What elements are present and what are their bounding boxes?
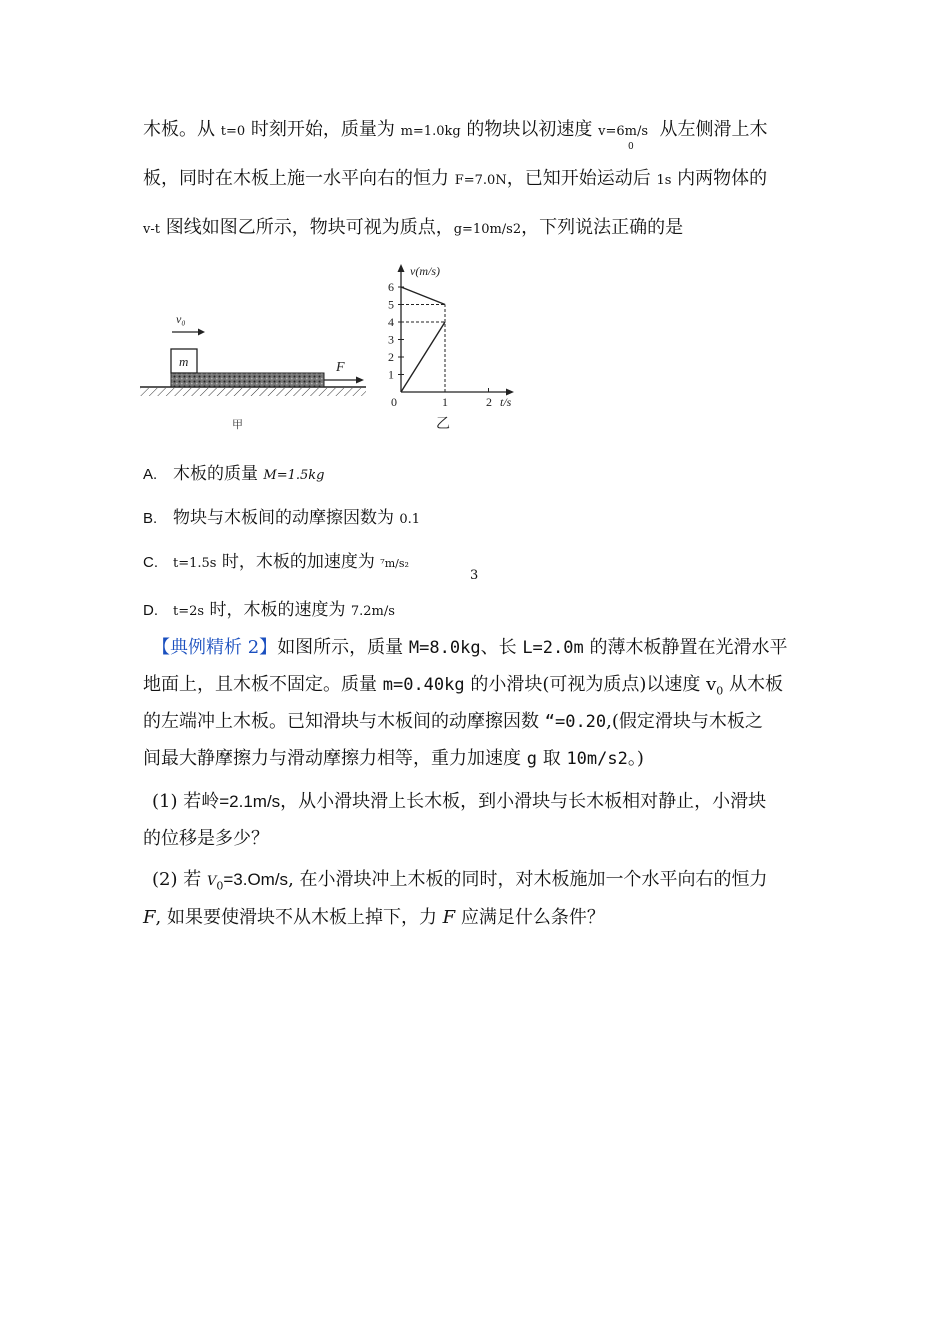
example2-line-1 — [143, 636, 787, 660]
text: L=2.0m — [522, 638, 584, 658]
block-label: m — [179, 354, 189, 369]
text: 的薄木板静置在光滑水平 — [583, 637, 788, 658]
text: , 如果要使滑块不从木板上掉下，力 — [155, 907, 443, 928]
text: 时刻开始，质量为 — [245, 119, 401, 140]
y-tick-label: 3 — [388, 332, 394, 347]
x-axis-label: t/s — [500, 395, 512, 409]
text: 木板。从 — [143, 119, 221, 140]
option-d[interactable] — [143, 598, 395, 624]
y-tick-label: 6 — [388, 280, 394, 294]
text: 、长 — [480, 637, 523, 658]
text: F — [143, 907, 156, 928]
intro-line-3 — [143, 216, 683, 242]
example-tag: 【典例精析 2】 — [152, 637, 278, 658]
option-label: D. — [143, 602, 158, 619]
option-text: 时，木板的速度为 — [204, 600, 351, 620]
force-arrowhead — [356, 377, 364, 384]
x-tick-label: 1 — [442, 395, 448, 409]
y-tick-label: 1 — [388, 367, 394, 382]
text: v=6m/s — [598, 124, 649, 139]
option-text: 时，木板的加速度为 — [216, 552, 381, 572]
v0-arrowhead — [198, 329, 205, 336]
text: m=1.0kg — [400, 124, 461, 139]
question-1-line-2 — [143, 827, 269, 851]
example2-line-3 — [143, 710, 763, 734]
block-velocity-line — [401, 287, 445, 305]
option-value: ⁷m/s₂ — [380, 557, 409, 570]
intro-line-2 — [143, 167, 767, 193]
y-axis-arrowhead — [398, 264, 405, 272]
ground-hatch — [140, 388, 366, 396]
option-value: 7.2m/s — [350, 604, 395, 619]
text: 10m/s2 — [566, 749, 628, 769]
question-1-line-1 — [143, 790, 766, 814]
text: ,(假定滑块与木板之 — [606, 711, 763, 732]
text: 应满足什么条件？ — [455, 907, 605, 928]
board — [171, 373, 324, 387]
text: 间最大静摩擦力与滑动摩擦力相等，重力加速度 — [143, 748, 527, 769]
text: g — [526, 749, 537, 769]
option-label: B. — [143, 510, 158, 527]
force-label: F — [336, 360, 345, 375]
text: F — [442, 907, 456, 928]
text: 1s — [656, 173, 672, 188]
option-value: M=1.5kg — [263, 468, 325, 483]
y-axis-label: v(m/s) — [410, 264, 440, 278]
example2-line-4 — [143, 747, 644, 771]
text: ，下列说法正确的是 — [521, 217, 684, 238]
board-velocity-line — [401, 322, 445, 392]
text: 的位移是多少？ — [143, 828, 269, 849]
text: =3.Om/s — [223, 870, 289, 889]
text: =2.1m/s — [219, 792, 281, 811]
option-label: A. — [143, 466, 158, 483]
text: M=8.0kg — [408, 638, 481, 658]
figure-a-caption: 甲 — [232, 419, 243, 431]
example2-line-2 — [143, 673, 783, 704]
subscript: 0 — [216, 879, 224, 893]
question-2-line-2 — [143, 906, 605, 930]
text: “=0.20 — [544, 712, 607, 732]
option-time: t=2s — [173, 604, 205, 619]
option-value: 0.1 — [399, 512, 421, 527]
intro-line-1 — [143, 118, 768, 152]
text: F=7.0N — [454, 173, 507, 188]
text: (2) 若 — [152, 869, 207, 890]
text: ，从小滑块滑上长木板，到小滑块与长木板相对静止，小滑块 — [280, 791, 767, 812]
text: 内两物体的 — [671, 168, 768, 189]
text: v-t — [143, 222, 160, 237]
text: 板，同时在木板上施一水平向右的恒力 — [143, 168, 455, 189]
text: 如图所示，质量 — [277, 637, 409, 658]
text: , 在小滑块冲上木板的同时，对木板施加一个水平向右的恒力 — [288, 869, 768, 890]
option-a[interactable] — [143, 462, 324, 488]
option-c-denominator: 3 — [470, 568, 479, 583]
question-2-line-1 — [143, 868, 768, 899]
text: 图线如图乙所示，物块可视为质点， — [159, 217, 454, 238]
subscript: 0 — [716, 684, 724, 698]
text: 从木板 — [723, 674, 784, 695]
figure-a-diagram — [138, 305, 378, 435]
text: g=10m/s2 — [453, 222, 522, 237]
subscript: 0 — [628, 142, 634, 152]
text: ，已知开始运动后 — [506, 168, 657, 189]
text: 的小滑块(可视为质点)以速度 v — [464, 674, 717, 695]
text: m=0.40kg — [382, 675, 465, 695]
text: 的左端冲上木板。已知滑块与木板间的动摩擦因数 — [143, 711, 545, 732]
figure-b-caption: 乙 — [436, 417, 450, 432]
x-tick-label: 0 — [391, 395, 397, 409]
text: 地面上，且木板不固定。质量 — [143, 674, 383, 695]
x-tick-label: 2 — [486, 395, 492, 409]
text: V — [206, 874, 217, 889]
option-c[interactable] — [143, 550, 409, 576]
option-label: C. — [143, 554, 158, 571]
text: 从左侧滑上木 — [653, 119, 768, 140]
text: 取 — [536, 748, 567, 769]
y-tick-label: 2 — [388, 350, 394, 364]
y-tick-label: 5 — [388, 297, 394, 312]
v0-label: v₀ — [176, 312, 186, 326]
figure-b-chart — [380, 258, 530, 436]
y-tick-label: 4 — [388, 315, 394, 329]
option-text: 木板的质量 — [173, 464, 264, 484]
option-text: 物块与木板间的动摩擦因数为 — [173, 508, 400, 528]
text: (1) 若岭 — [152, 791, 220, 812]
option-b[interactable] — [143, 506, 420, 532]
text: t=0 — [220, 124, 246, 139]
text: 的物块以初速度 — [460, 119, 599, 140]
text: 。) — [627, 748, 644, 769]
option-time: t=1.5s — [173, 556, 217, 571]
